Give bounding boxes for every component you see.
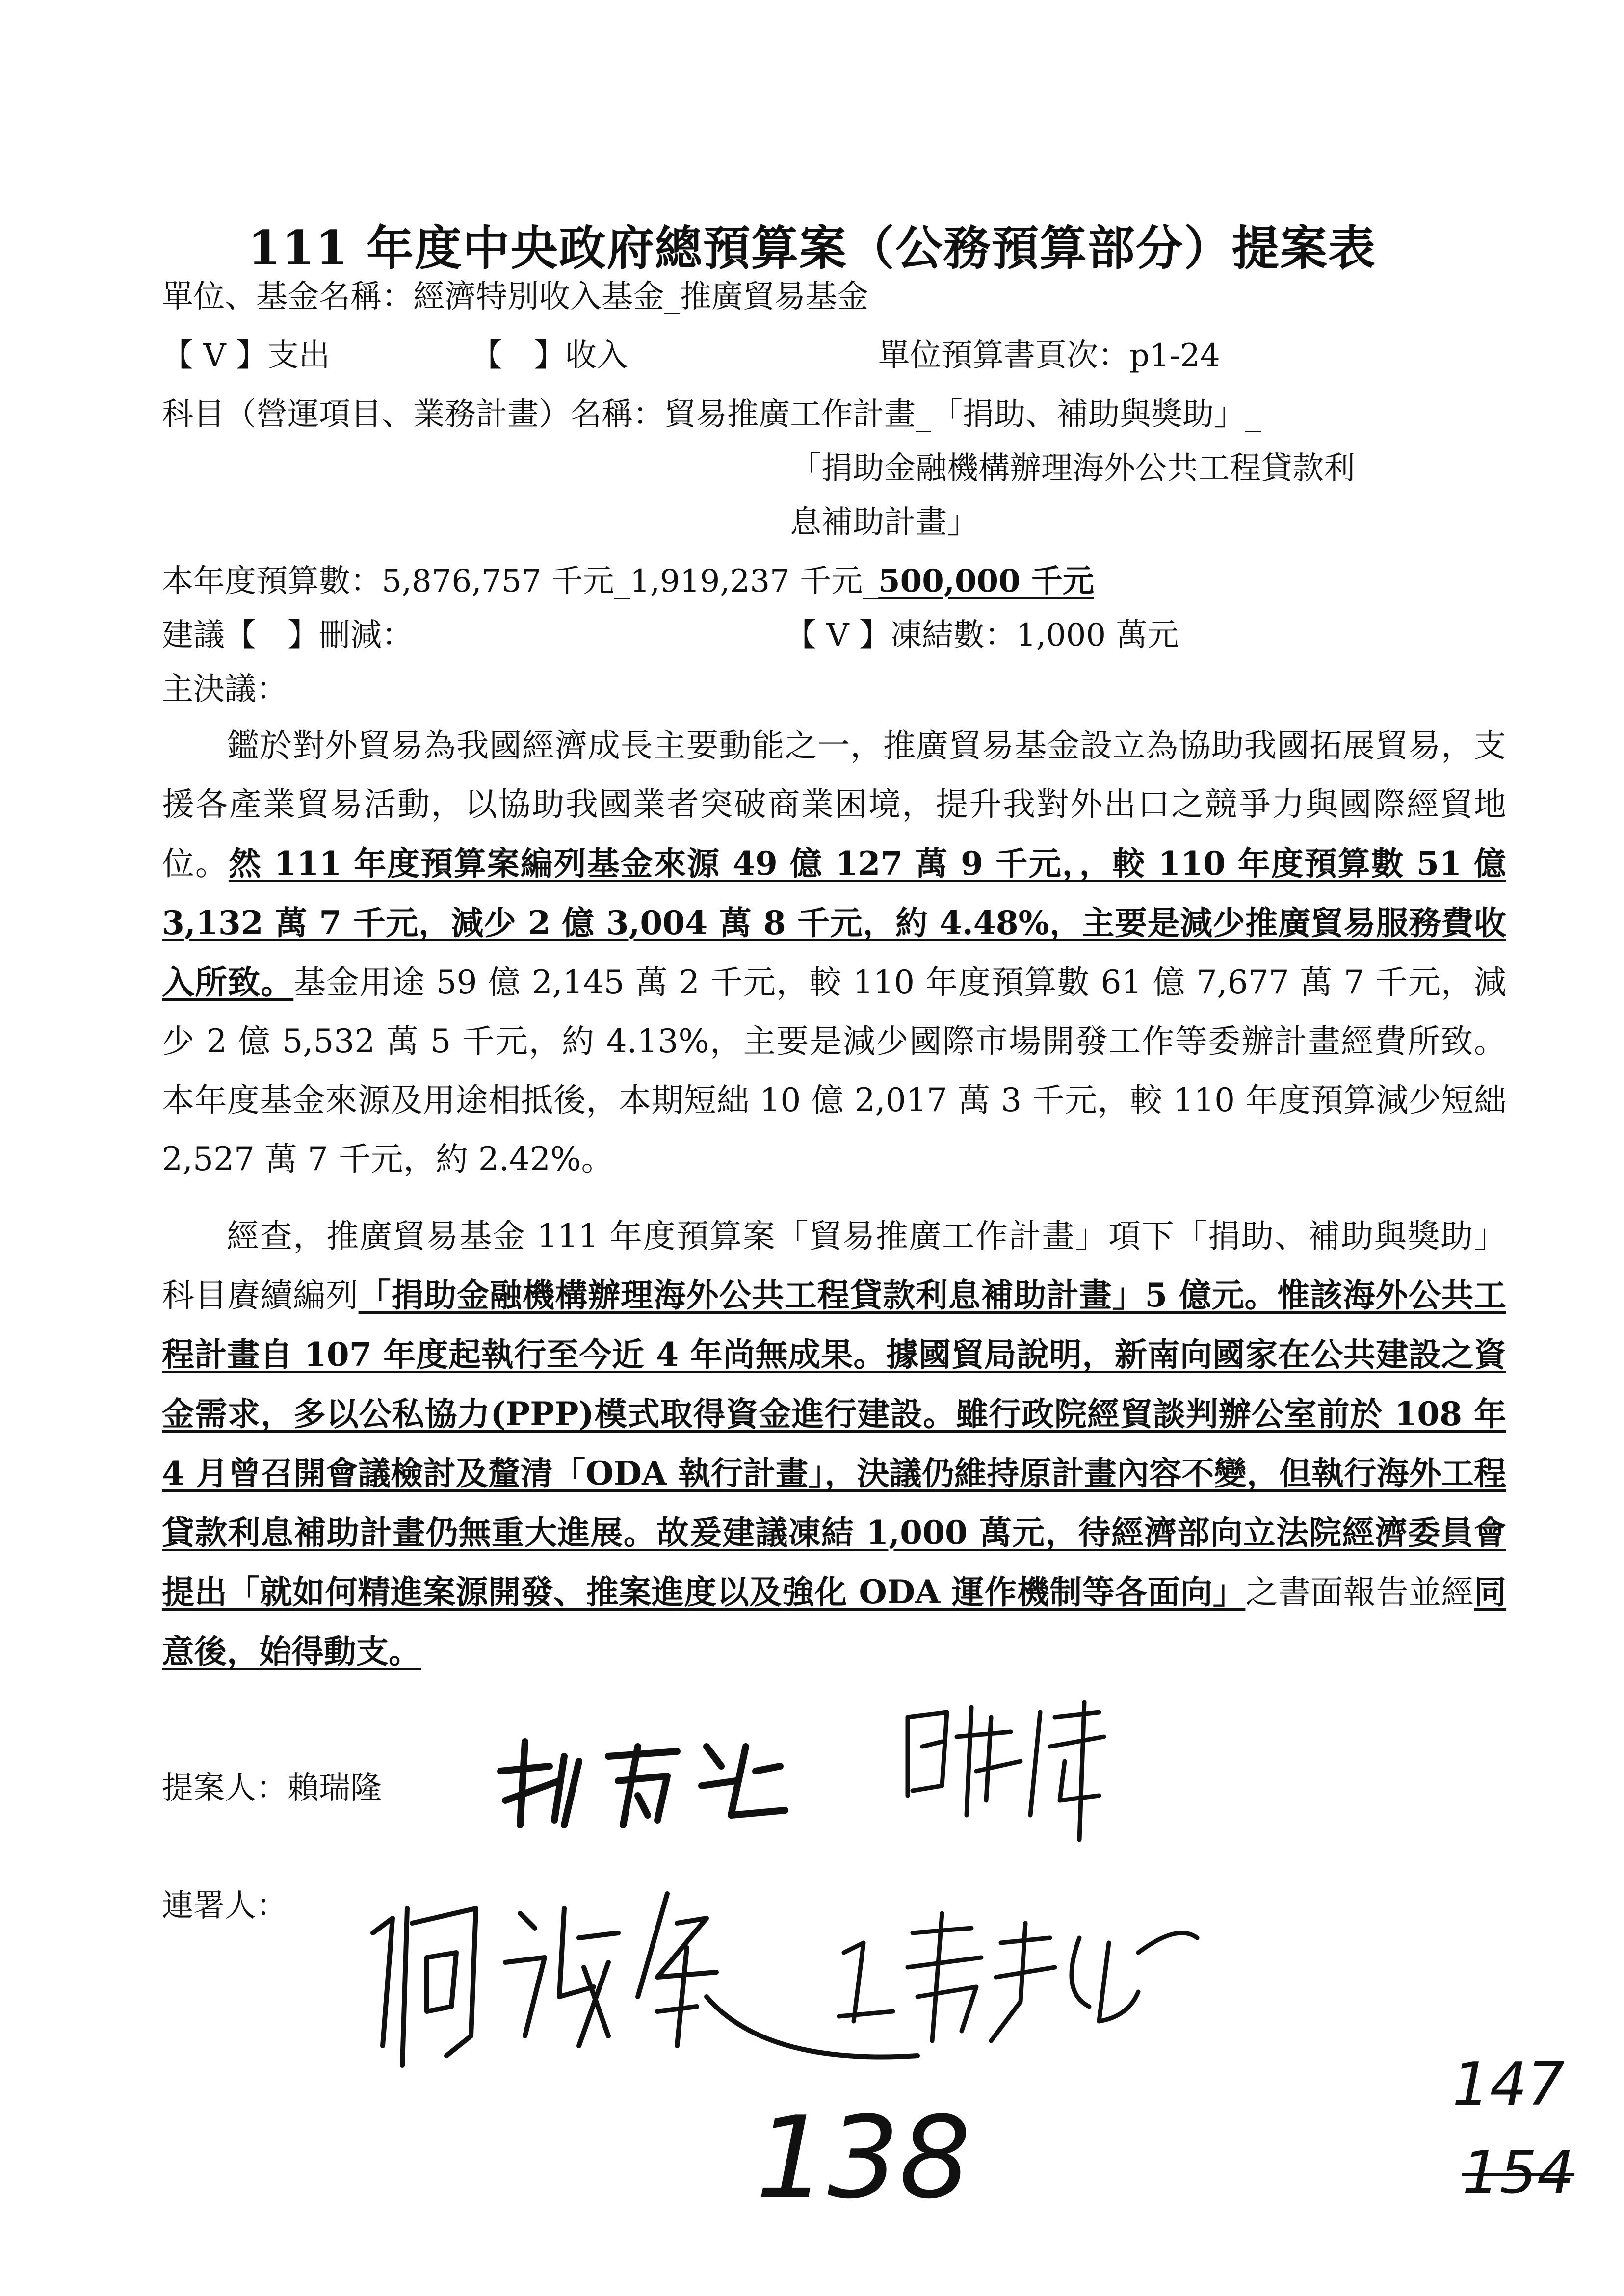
- paragraph-2-part-2: 「捐助金融機構辦理海外公共工程貸款利息補助計畫」5 億元。惟該海外公共工程計畫自 107 年度起執行至今近 4 年尚無成果。據國貿局說明，新南向國家在公共建設之資金需求，多以公私協力(PPP)模式取得資金進行建設。雖行政院經貿談判辦公室前於 108 年 4 月曾召開會議檢討及釐清「ODA 執行計畫」，決議仍維持原計畫內容不變，但執行海外工程貸款利息補助計畫仍無重大進展。故爰建議凍結 1,000 萬元，待經濟部向立法院經濟委員會提出「就如何精進案源開發、推案進度以及強化 ODA 運作機制等各面向」: [162, 1276, 1507, 1611]
- unit-fund-name: 單位、基金名稱：經濟特別收入基金_推廣貿易基金: [162, 279, 868, 315]
- document-title: 111 年度中央政府總預算案（公務預算部分）提案表: [248, 220, 1376, 276]
- income-checkbox: 【 】收入: [471, 338, 628, 374]
- proposer-label: 提案人：賴瑞隆: [162, 1770, 382, 1806]
- budget-page-ref: 單位預算書頁次：p1-24: [878, 338, 1220, 374]
- main-resolution-label: 主決議：: [162, 671, 288, 707]
- cosigner-signature-qiu: [893, 1688, 1124, 1850]
- budget-amount: [162, 559, 1094, 603]
- resolution-paragraph-2: [162, 1207, 1506, 1681]
- subject-name-line-1: 科目（營運項目、業務計畫）名稱：貿易推廣工作計畫_「捐助、補助與獎助」_: [162, 396, 1261, 433]
- paragraph-1-part-3: 基金用途 59 億 2,145 萬 2 千元，較 110 年度預算數 61 億 7,677 萬 7 千元，減少 2 億 5,532 萬 5 千元，約 4.13%，主要是減少國際市場開發工作等委辦計畫經費所致。本年度基金來源及用途相抵後，本期短絀 10 億 2,017 萬 3 千元，較 110 年度預算減少短絀 2,527 萬 7 千元，約 2.42%。: [162, 964, 1506, 1178]
- cosigner-signature-chen: [834, 1894, 1207, 2061]
- budget-amount-prefix: 本年度預算數：5,876,757 千元_1,919,237 千元_: [162, 563, 879, 600]
- budget-amount-highlight: 500,000 千元: [878, 563, 1094, 600]
- handwritten-page-fraction-top: 147: [1452, 2051, 1565, 2119]
- proposer-signature: [491, 1727, 795, 1835]
- subject-name-line-3: 息補助計畫」: [790, 504, 978, 541]
- paragraph-1-part-1: 鑑於對外貿易為我國經濟成長主要動能之一，推廣貿易基金設立為協助我國拓展貿易，支援各產業貿易活動，以協助我國業者突破商業困境，提升我對外出口之競爭力與國際經貿地位。: [162, 727, 1506, 883]
- paragraph-2-part-4: 同意後，始得動支。: [162, 1573, 1506, 1670]
- cosigner-label: 連署人：: [162, 1888, 288, 1924]
- paragraph-2-part-3: 之書面報告並經: [1245, 1573, 1474, 1611]
- paragraph-1-part-2: 然 111 年度預算案編列基金來源 49 億 127 萬 9 千元，，較 110 年度預算數 51 億 3,132 萬 7 千元，減少 2 億 3,004 萬 8 千元，約 4.48%，主要是減少推廣貿易服務費收入所致。: [162, 844, 1506, 1001]
- paragraph-2-part-1: 經查，推廣貿易基金 111 年度預算案「貿易推廣工作計畫」項下「捐助、補助與獎助」科目賡續編列: [162, 1217, 1506, 1314]
- suggest-delete: 建議【 】刪減：: [162, 617, 413, 653]
- handwritten-page-fraction-bottom: 154: [1462, 2139, 1575, 2207]
- suggest-freeze: 【 V 】凍結數：1,000 萬元: [785, 617, 1179, 653]
- subject-name-line-2: 「捐助金融機構辦理海外公共工程貸款利: [790, 450, 1355, 487]
- expense-checkbox: 【 V 】支出: [162, 338, 330, 374]
- resolution-paragraph-1: [162, 716, 1506, 1189]
- handwritten-page-number: 138: [756, 2093, 971, 2224]
